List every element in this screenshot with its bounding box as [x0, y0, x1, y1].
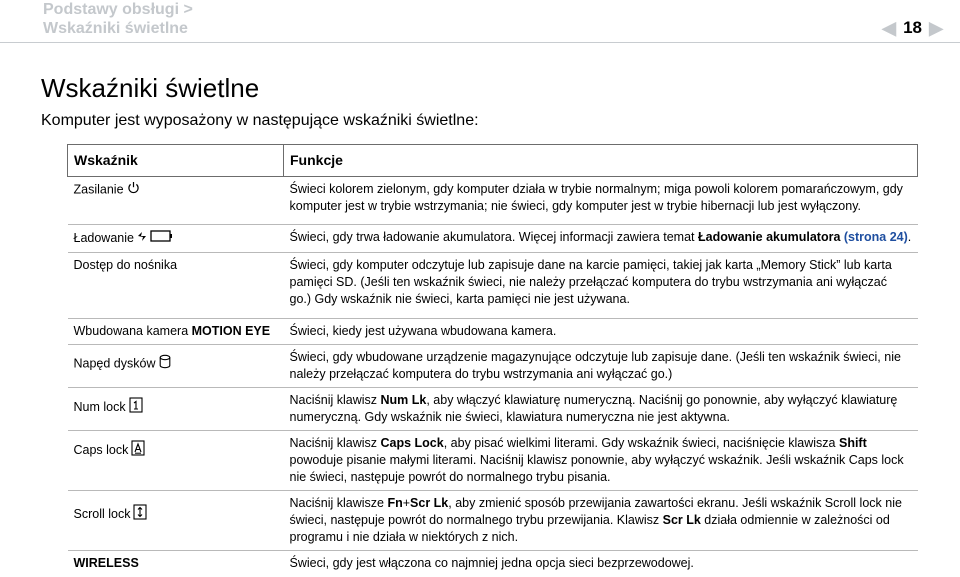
page-title: Wskaźniki świetlne — [41, 73, 260, 103]
breadcrumb-current: Wskaźniki świetlne — [43, 20, 188, 37]
indicator-function: Świeci, gdy wbudowane urządzenie magazynujące odczytuje lub zapisuje dane. (Jeśli ten wskaźnik świeci, nie należy przełączać komputera do trybu wstrzymania ani wyłączać go.) — [284, 345, 918, 388]
table-row — [68, 491, 918, 551]
indicator-name: WIRELESS — [68, 551, 284, 577]
indicator-name: Napęd dysków — [68, 345, 284, 388]
table-row — [68, 345, 918, 388]
indicator-function: Naciśnij klawisz Caps Lock, aby pisać wielkimi literami. Gdy wskaźnik świeci, naciśnięcie klawisza Shift powoduje pisanie małymi literami. Naciśnij klawisz ponownie, aby wyłączyć wskaźnik. Jeśli wskaźnik Caps lock nie świeci, następuje powrót do normalnego trybu pisania. — [284, 431, 918, 491]
indicator-function: Świeci, kiedy jest używana wbudowana kamera. — [284, 319, 918, 345]
breadcrumb — [43, 0, 193, 38]
column-header-function: Funkcje — [284, 145, 918, 177]
indicator-function: Świeci, gdy komputer odczytuje lub zapisuje dane na karcie pamięci, takiej jak karta „Memory Stick” lub karta pamięci SD. (Jeśli ten wskaźnik świeci, nie należy przełączać komputera do trybu wstrzymania ani wyłączać go.) Gdy wskaźnik nie świeci, karta pamięci nie jest używana. — [284, 253, 918, 319]
indicator-function: Naciśnij klawisz Num Lk, aby włączyć klawiaturę numeryczną. Naciśnij go ponownie, aby wyłączyć klawiaturę numeryczną. Gdy wskaźnik nie świeci, klawiatura numeryczna nie jest aktywna. — [284, 388, 918, 431]
breadcrumb-parent[interactable]: Podstawy obsługi > — [43, 1, 193, 18]
indicator-name: Caps lock — [68, 431, 284, 491]
next-page-icon[interactable]: ▶ — [929, 18, 943, 38]
scroll-lock-icon — [133, 504, 147, 525]
disk-drive-icon — [159, 354, 171, 374]
table-row — [68, 319, 918, 345]
power-icon — [127, 181, 140, 199]
indicator-name: Zasilanie — [68, 177, 284, 225]
intro-text: Komputer jest wyposażony w następujące wskaźniki świetlne: — [41, 112, 479, 129]
page-link[interactable]: (strona 24) — [843, 230, 908, 244]
page-header — [0, 0, 960, 42]
charge-icon — [137, 229, 173, 248]
num-lock-icon — [129, 397, 143, 418]
header-divider — [0, 42, 960, 43]
table-row — [68, 551, 918, 577]
indicator-name: Num lock — [68, 388, 284, 431]
indicator-function: Świeci, gdy jest włączona co najmniej jedna opcja sieci bezprzewodowej. — [284, 551, 918, 577]
table-row — [68, 431, 918, 491]
table-row — [68, 388, 918, 431]
indicator-name: Ładowanie — [68, 225, 284, 253]
indicator-function: Naciśnij klawisze Fn+Scr Lk, aby zmienić sposób przewijania zawartości ekranu. Jeśli wskaźnik Scroll lock nie świeci, następuje powrót do normalnego trybu przewijania. Klawisz Scr Lk działa odmiennie w zależności od programu i nie działa w niektórych z nich. — [284, 491, 918, 551]
table-row — [68, 177, 918, 225]
indicator-table — [67, 144, 918, 577]
indicator-function: Świeci kolorem zielonym, gdy komputer działa w trybie normalnym; miga powoli kolorem pomarańczowym, gdy komputer jest w trybie wstrzymania; nie świeci, gdy komputer jest w trybie hibernacji lub jest wyłączony. — [289, 182, 903, 213]
column-header-indicator: Wskaźnik — [68, 145, 284, 177]
table-row — [68, 225, 918, 253]
indicator-name: Dostęp do nośnika — [68, 253, 284, 319]
indicator-name: Wbudowana kamera MOTION EYE — [68, 319, 284, 345]
page-number: 18 — [903, 18, 922, 37]
caps-lock-icon — [131, 440, 145, 461]
table-header-row — [68, 145, 918, 177]
indicator-function: Świeci, gdy trwa ładowanie akumulatora. Więcej informacji zawiera temat Ładowanie akumulatora (strona 24). — [284, 225, 918, 253]
page-navigation — [879, 18, 946, 38]
indicator-name: Scroll lock — [68, 491, 284, 551]
table-row — [68, 253, 918, 319]
previous-page-icon[interactable]: ◀ — [882, 18, 896, 38]
